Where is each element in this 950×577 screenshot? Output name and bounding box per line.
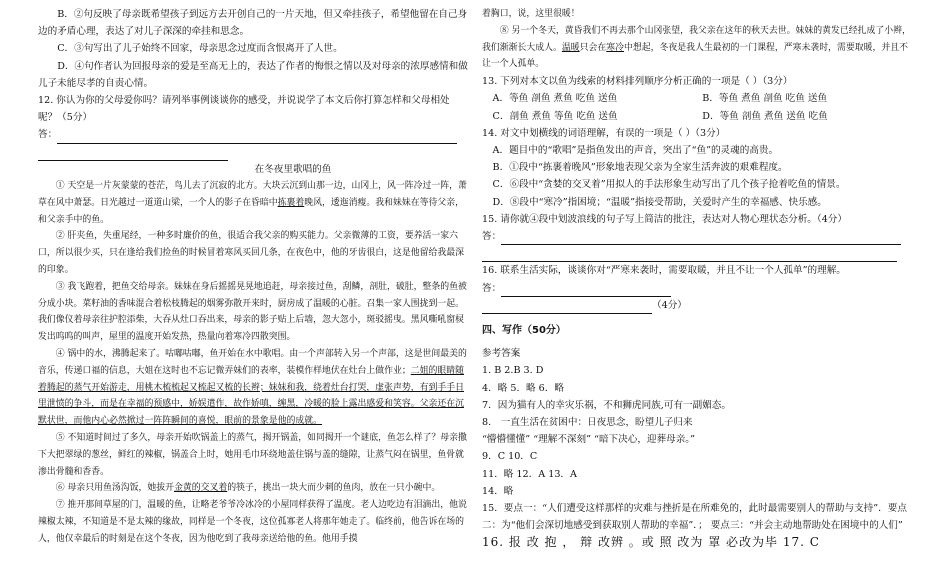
paragraph-7: ⑦ 推开那间草屋的门，温暖的鱼，让略老爷爷冷冰冷的小屋同样获得了温度。老人边吃边有泪滴出，他说辣椒太辣，不知道是不是太辣的缘故，同样是一个冬夜，这位孤寡老人将那年她走了。临终前，他告诉在场的人，他仅幸最后的时刻是在这个冬夜，因为他吃到了我母亲送给他的鱼。他用手摸 — [38, 500, 467, 544]
q11-option-d: D．④句作者认为回报母亲的爱是至高无上的，表达了作者的悔恨之情以及对母亲的浓厚感情和做儿子未能尽孝的自责心情。 — [38, 60, 468, 89]
q12-answer-line-2 — [38, 144, 468, 161]
paragraph-3: ③ 我飞跑着，把鱼交给母亲。妹妹在身后摇摇晃晃地追赶，母亲接过鱼，刮鳞，剖肚，破肚，整条的鱼被分成小块。菜籽油的香味混合着松枝腾起的烟雾弥散开来时，厨房成了温暖的心脏。召集一家人围拢到一起。我们像仪着母亲往护腔添柴，大吞从灶口吞出来，母亲的影子贴上后墙，忽大忽小，斑驳摇曳。黑风嘶吼窗棂发出呜呜的叫声，屋里的温度开始发热，热量向着寒冷四散突围。 — [38, 281, 467, 343]
q13-option-a: A．等鱼 剖鱼 煮鱼 吃鱼 送鱼 — [492, 93, 618, 105]
q15-answer-line-2 — [482, 245, 912, 262]
reference-answers-title: 参考答案 — [482, 348, 521, 360]
question-13: 13. 下列对本文以鱼为线索的材料排列顺序分析正确的一项是（ ）（3分） — [482, 76, 793, 88]
answer-1-3: 1. B 2.B 3. D — [482, 365, 544, 377]
section-writing-heading: 四、写作（50分） — [482, 325, 566, 337]
q14-option-d: D．⑧段中“寒冷”指困境；“温暖”指接受帮助，关爱时产生的幸福感、快乐感。 — [492, 196, 827, 208]
q12-answer-line: 答： — [38, 126, 468, 143]
question-12: 12. 你认为你的父母爱你吗？请列举事例谈谈你的感受，并说说学了本文后你打算怎样和父母相处呢？（5分） — [38, 95, 450, 124]
paragraph-8: ⑧ 另一个冬天，黄昏我们不再去那个山冈张望，我父亲在这年的秋天去世。妹妹的黄发已经扎成了小辫，我们渐渐长大成人。温暖只会在寒冷中想起，冬夜是我人生最初的一门课程，严寒未袭时，需要取暖，并且不让一个人孤单。 — [482, 25, 911, 70]
q11-option-c: C．③句写出了儿子始终不回家，母亲思念过度而含恨离开了人世。 — [57, 43, 343, 55]
paragraph-5: ⑤ 不知道时间过了多久，母亲开始吹锅盖上的蒸气，揭开锅盖，如同揭开一个谜底，鱼怎么样了？母亲撒下大把翠绿的葱丝，鲜红的辣椒，锅盖合上时，她用毛巾环绕地盖住锅与盖的缝隙，让蒸气闷在锅里，鱼骨就渗出骨髓和香香。 — [38, 432, 467, 477]
right-column — [482, 6, 912, 552]
question-15: 15. 请你就④段中划波浪线的句子写上简洁的批注，表达对人物心理状态分析。（4分） — [482, 213, 847, 225]
q13-option-b: B．等鱼 煮鱼 剖鱼 吃鱼 送鱼 — [702, 93, 828, 105]
paragraph-7-end: 着胸口，说，这里很暖！ — [482, 9, 580, 19]
answer-9-10: 9．C 10．C — [482, 451, 538, 463]
answer-7: 7．因为猫有人的幸灾乐祸，不和狮虎同族,可有一副媚态。 — [482, 399, 731, 411]
answer-4-6: 4．略 5．略 6．略 — [482, 382, 564, 394]
paragraph-1: ① 天空是一片灰蒙蒙的苍茫，鸟儿去了沉寂的北方。大块云沉到山那一边，山冈上，风一阵冷过一阵，萧草在风中萧瑟。日光越过一道道山梁，一个人的影子在昏暗中拣裹着晚风，逶迤消瘦。我和妹妹在等待父亲，和父亲手中的鱼。 — [38, 181, 467, 225]
q11-option-b: B．②句反映了母亲既希望孩子到远方去开创自己的一片天地，但又牵挂孩子，希望他留在自己身边的矛盾心理，表达了对儿子深深的牵挂和思念。 — [38, 9, 468, 38]
answer-15: 15．要点一：“人们遭受这样那样的灾难与挫折是在所难免的，此时最需要别人的帮助与支持”．要点二：为“他们会深切地感受到获取别人帮助的幸福”．； 要点三：“并会主动地帮助处在困境中的人们” — [482, 503, 907, 532]
answer-8: 8． 一直生活在贫困中：日夜思念，盼望儿子归来 — [482, 417, 693, 429]
article-title: 在冬夜里歌唱的鱼 — [254, 163, 332, 175]
q16-score: （4分） — [652, 299, 687, 311]
left-column — [38, 6, 468, 548]
question-16: 16. 联系生活实际，谈谈你对“严寒来袭时，需要取暖，并且不让一个人孤单”的理解。 — [482, 265, 846, 277]
answer-11-13: 11．略 12．A 13．A — [482, 468, 577, 480]
answer-16-17: 16. 报 改 抱 ， 辩 改辨 。或 照 改为 罩 必改为毕 17. C — [482, 535, 820, 550]
q14-option-c: C．⑥段中“贪婪的交叉着”用拟人的手法形象生动写出了几个孩子抢着吃鱼的情景。 — [492, 179, 846, 191]
q13-option-c: C．剖鱼 煮鱼 等鱼 吃鱼 送鱼 — [492, 110, 618, 122]
q14-option-a: A．题目中的“歌唱”是指鱼发出的声音，突出了“鱼”的灵魂的高贵。 — [492, 145, 779, 156]
q13-options-row-2 — [482, 108, 912, 125]
q14-option-b: B．①段中“拣裹着晚风”形象地表现父亲为全家生活奔波的艰难程度。 — [492, 162, 788, 174]
question-14: 14. 对文中划横线的词语理解，有误的一项是（ ）（3分） — [482, 127, 726, 139]
q16-answer-line: 答： — [482, 280, 912, 297]
q16-answer-line-2 — [482, 297, 912, 314]
paragraph-4: ④ 锅中的水，沸腾起来了。咕嘟咕嘟，鱼开始在水中歌唱。由一个声部转入另一个声部，这是世间最美的音乐，传递口福的信息，大姐在这时也不忘记微弄妹们的表率，装模作样地伏在灶台上做作业；二姐的眼睛随着腾起的蒸气开始游走，用桃木梳梳起又梳起又梳的长辫；妹妹和我，绕着灶台打哭，虚张声势，有到手手日里泄愤的争斗，而是在幸福的预感中，娇娱遣作，故作娇嗔，缠黑，冷暖的脸上露出感爱和笑容。父亲还在沉默状世，而他内心必然掀过一阵阵瞬间的喜悦，眼前的景象是他的成就。 — [38, 349, 467, 427]
q15-answer-line: 答： — [482, 228, 912, 245]
answer-8-detail: “懵懵懂懂” “理解不深刻” “暗下决心，迎葬母亲。” — [482, 434, 696, 446]
article-body — [38, 178, 468, 548]
answer-14: 14．略 — [482, 485, 514, 497]
paragraph-2: ② 肝夹鱼，失重尾经，一种多时廉价的鱼，很适合我父亲的购买能力。父亲微薄的工资，要养活一家六口，所以很少买，只在逢给我们捡鱼的时候冒着寒风买回几条，在夜色中，他的牙齿很白，这是他留给我最深的印象。 — [38, 231, 464, 276]
q13-options-row-1 — [482, 90, 912, 107]
paragraph-6: ⑥ 母亲只用鱼汤沟饭，她拔开金黄的交叉着的筷子，挑出一块大而少刺的鱼肉，放在一只小碗中。 — [55, 483, 441, 494]
article-body-continued — [482, 6, 912, 73]
q13-option-d: D．等鱼 剖鱼 煮鱼 送鱼 吃鱼 — [702, 110, 828, 122]
